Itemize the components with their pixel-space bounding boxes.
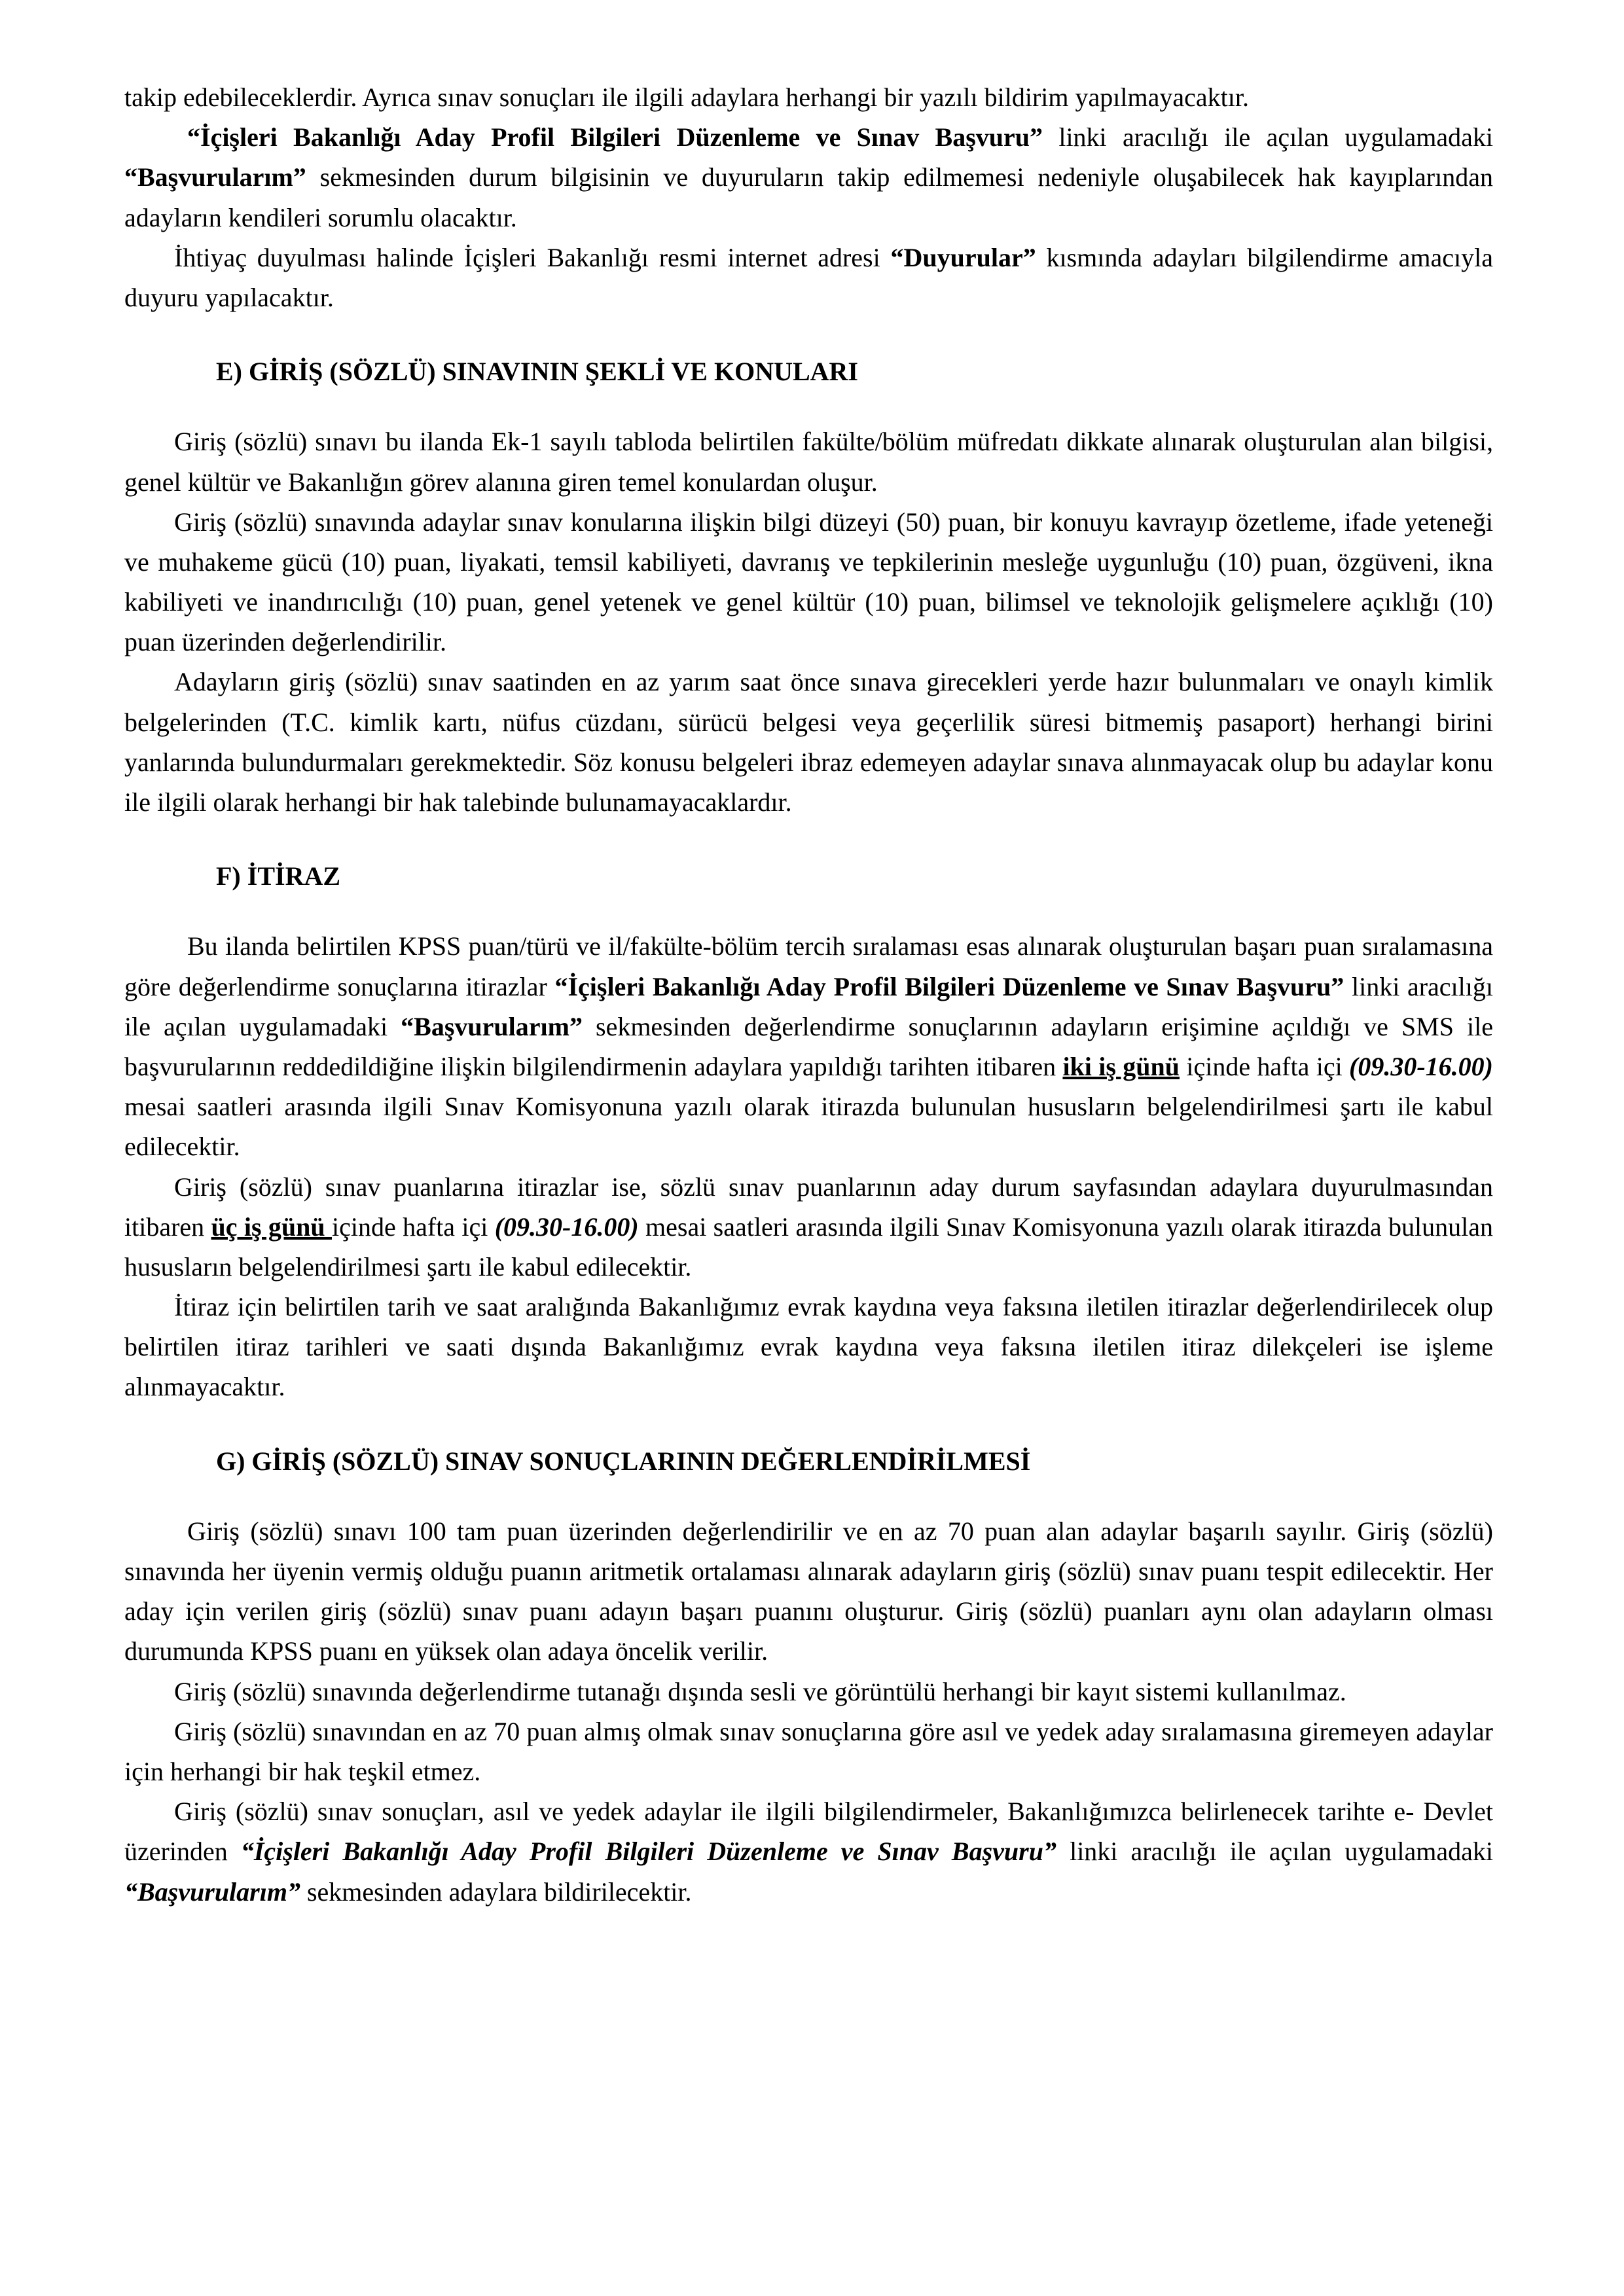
paragraph-f2 — [124, 1167, 1493, 1287]
emphasis-my-applications: “Başvurularım” — [401, 1011, 583, 1041]
spacer — [124, 1407, 1493, 1441]
text-segment: sekmesinden durum bilgisinin ve duyuruların takip edilmemesi nedeniyle oluşabilecek hak kayıplarından adayların kendileri sorumlu olacaktır. — [124, 162, 1493, 232]
paragraph-continuation: takip edebileceklerdir. Ayrıca sınav sonuçları ile ilgili adaylara herhangi bir yazılı bildirim yapılmayacaktır. — [124, 82, 1249, 112]
section-heading-g: G) GİRİŞ (SÖZLÜ) SINAV SONUÇLARININ DEĞERLENDİRİLMESİ — [216, 1446, 1031, 1476]
text-segment: mesai saatleri arasında ilgili Sınav Komisyonuna yazılı olarak itirazda bulunulan hususların belgelendirilmesi şartı ile kabul edilecektir. — [124, 1092, 1493, 1162]
paragraph-g1: Giriş (sözlü) sınavı 100 tam puan üzerinden değerlendirilir ve en az 70 puan alan adaylar başarılı sayılır. Giriş (sözlü) sınavında her üyenin vermiş olduğu puanın aritmetik ortalaması alınarak adayların giriş (sözlü) sınav puanı tespit edilecektir. Her aday için verilen giriş (sözlü) sınav puanı adayın başarı puanını oluşturur. Giriş (sözlü) puanları aynı olan adayların olması durumunda KPSS puanı en yüksek olan adaya öncelik verilir. — [124, 1516, 1493, 1666]
spacer — [124, 896, 1493, 926]
text-segment: içinde hafta içi — [332, 1211, 495, 1242]
paragraph-application-link — [124, 117, 1493, 238]
emphasis-three-business-days: üç iş günü — [211, 1211, 332, 1242]
paragraph-e1: Giriş (sözlü) sınavı bu ilanda Ek-1 sayılı tabloda belirtilen fakülte/bölüm müfredatı dikkate alınarak oluşturulan alan bilgisi, genel kültür ve Bakanlığın görev alanına giren temel konulardan oluşur. — [124, 427, 1493, 497]
spacer — [124, 317, 1493, 351]
paragraph-announcements — [124, 238, 1493, 317]
text-segment: Giriş (sözlü) sınav puanlarına itirazlar ise, sözlü sınav puanlarının aday durum sayfasından adaylara duyurulmasından itibaren — [124, 1172, 1493, 1242]
text-segment: İhtiyaç duyulması halinde İçişleri Bakanlığı resmi internet adresi — [174, 242, 891, 272]
emphasis-working-hours: (09.30-16.00) — [494, 1211, 639, 1242]
spacer — [124, 822, 1493, 856]
paragraph-f3: İtiraz için belirtilen tarih ve saat aralığında Bakanlığımız evrak kaydına veya faksına iletilen itirazlar değerlendirilecek olup belirtilen itiraz tarihleri ve saati dışında Bakanlığımız evrak kaydına veya faksına iletilen itiraz dilekçeleri ise işleme alınmayacaktır. — [124, 1292, 1493, 1402]
paragraph-f1 — [124, 926, 1493, 1166]
text-segment: linki aracılığı ile açılan uygulamadaki — [124, 971, 1493, 1041]
document-body — [124, 77, 1493, 1912]
text-segment: linki aracılığı ile açılan uygulamadaki — [1043, 122, 1493, 152]
text-segment: kısmında adayları bilgilendirme amacıyla duyuru yapılacaktır. — [124, 242, 1493, 312]
paragraph-g2: Giriş (sözlü) sınavında değerlendirme tutanağı dışında sesli ve görüntülü herhangi bir kayıt sistemi kullanılmaz. — [174, 1676, 1346, 1706]
emphasis-my-applications: “Başvurularım” — [124, 162, 306, 192]
text-segment: sekmesinden adaylara bildirilecektir. — [300, 1876, 692, 1907]
spacer — [124, 1481, 1493, 1511]
text-segment: linki aracılığı ile açılan uygulamadaki — [1056, 1837, 1493, 1867]
emphasis-app-link: “İçişleri Bakanlığı Aday Profil Bilgileri Düzenleme ve Sınav Başvuru” — [554, 971, 1344, 1001]
paragraph-g3: Giriş (sözlü) sınavından en az 70 puan almış olmak sınav sonuçlarına göre asıl ve yedek aday sıralamasına giremeyen adaylar için herhangi bir hak teşkil etmez. — [124, 1716, 1493, 1786]
emphasis-working-hours: (09.30-16.00) — [1349, 1051, 1493, 1081]
text-segment: içinde hafta içi — [1180, 1051, 1350, 1081]
spacer — [124, 391, 1493, 422]
text-segment: sekmesinden değerlendirme sonuçlarının adayların erişimine açıldığı ve SMS ile başvurularının reddedildiğine ilişkin bilgilendirmenin adaylara yapıldığı tarihten itibaren — [124, 1011, 1493, 1081]
paragraph-e3: Adayların giriş (sözlü) sınav saatinden en az yarım saat önce sınava girecekleri yerde hazır bulunmaları ve onaylı kimlik belgelerinden (T.C. kimlik kartı, nüfus cüzdanı, sürücü belgesi veya geçerlilik süresi bitmemiş pasaport) herhangi birini yanlarında bulundurmaları gerekmektedir. Söz konusu belgeleri ibraz edemeyen adaylar sınava alınmayacak olup bu adaylar konu ile ilgili olarak herhangi bir hak talebinde bulunamayacaklardır. — [124, 667, 1493, 817]
section-heading-e: E) GİRİŞ (SÖZLÜ) SINAVININ ŞEKLİ VE KONULARI — [216, 357, 858, 387]
text-segment: Bu ilanda belirtilen KPSS puan/türü ve il/fakülte-bölüm tercih sıralaması esas alınarak oluşturulan başarı puan sıralamasına göre değerlendirme sonuçlarına itirazlar — [124, 931, 1493, 1001]
section-heading-f: F) İTİRAZ — [216, 861, 341, 891]
emphasis-two-business-days: iki iş günü — [1062, 1051, 1180, 1081]
emphasis-app-link: “İçişleri Bakanlığı Aday Profil Bilgileri Düzenleme ve Sınav Başvuru” — [240, 1837, 1056, 1867]
paragraph-g4 — [124, 1791, 1493, 1912]
emphasis-app-link: “İçişleri Bakanlığı Aday Profil Bilgileri Düzenleme ve Sınav Başvuru” — [187, 122, 1043, 152]
emphasis-announcements: “Duyurular” — [890, 242, 1036, 272]
emphasis-my-applications: “Başvurularım” — [124, 1876, 300, 1907]
text-segment: Giriş (sözlü) sınav sonuçları, asıl ve yedek adaylar ile ilgili bilgilendirmeler, Bakanlığımızca belirlenecek tarihte e- Devlet üzerinden — [124, 1797, 1493, 1867]
text-segment: mesai saatleri arasında ilgili Sınav Komisyonuna yazılı olarak itirazda bulunulan hususların belgelendirilmesi şartı ile kabul edilecektir. — [124, 1211, 1494, 1282]
paragraph-e2: Giriş (sözlü) sınavında adaylar sınav konularına ilişkin bilgi düzeyi (50) puan, bir konuyu kavrayıp özetleme, ifade yeteneği ve muhakeme gücü (10) puan, liyakati, temsil kabiliyeti, davranış ve tepkilerinin mesleğe uygunluğu (10) puan, özgüveni, ikna kabiliyeti ve inandırıcılığı (10) puan, genel yetenek ve genel kültür (10) puan, bilimsel ve teknolojik gelişmelere açıklığı (10) puan üzerinden değerlendirilir. — [124, 507, 1493, 657]
